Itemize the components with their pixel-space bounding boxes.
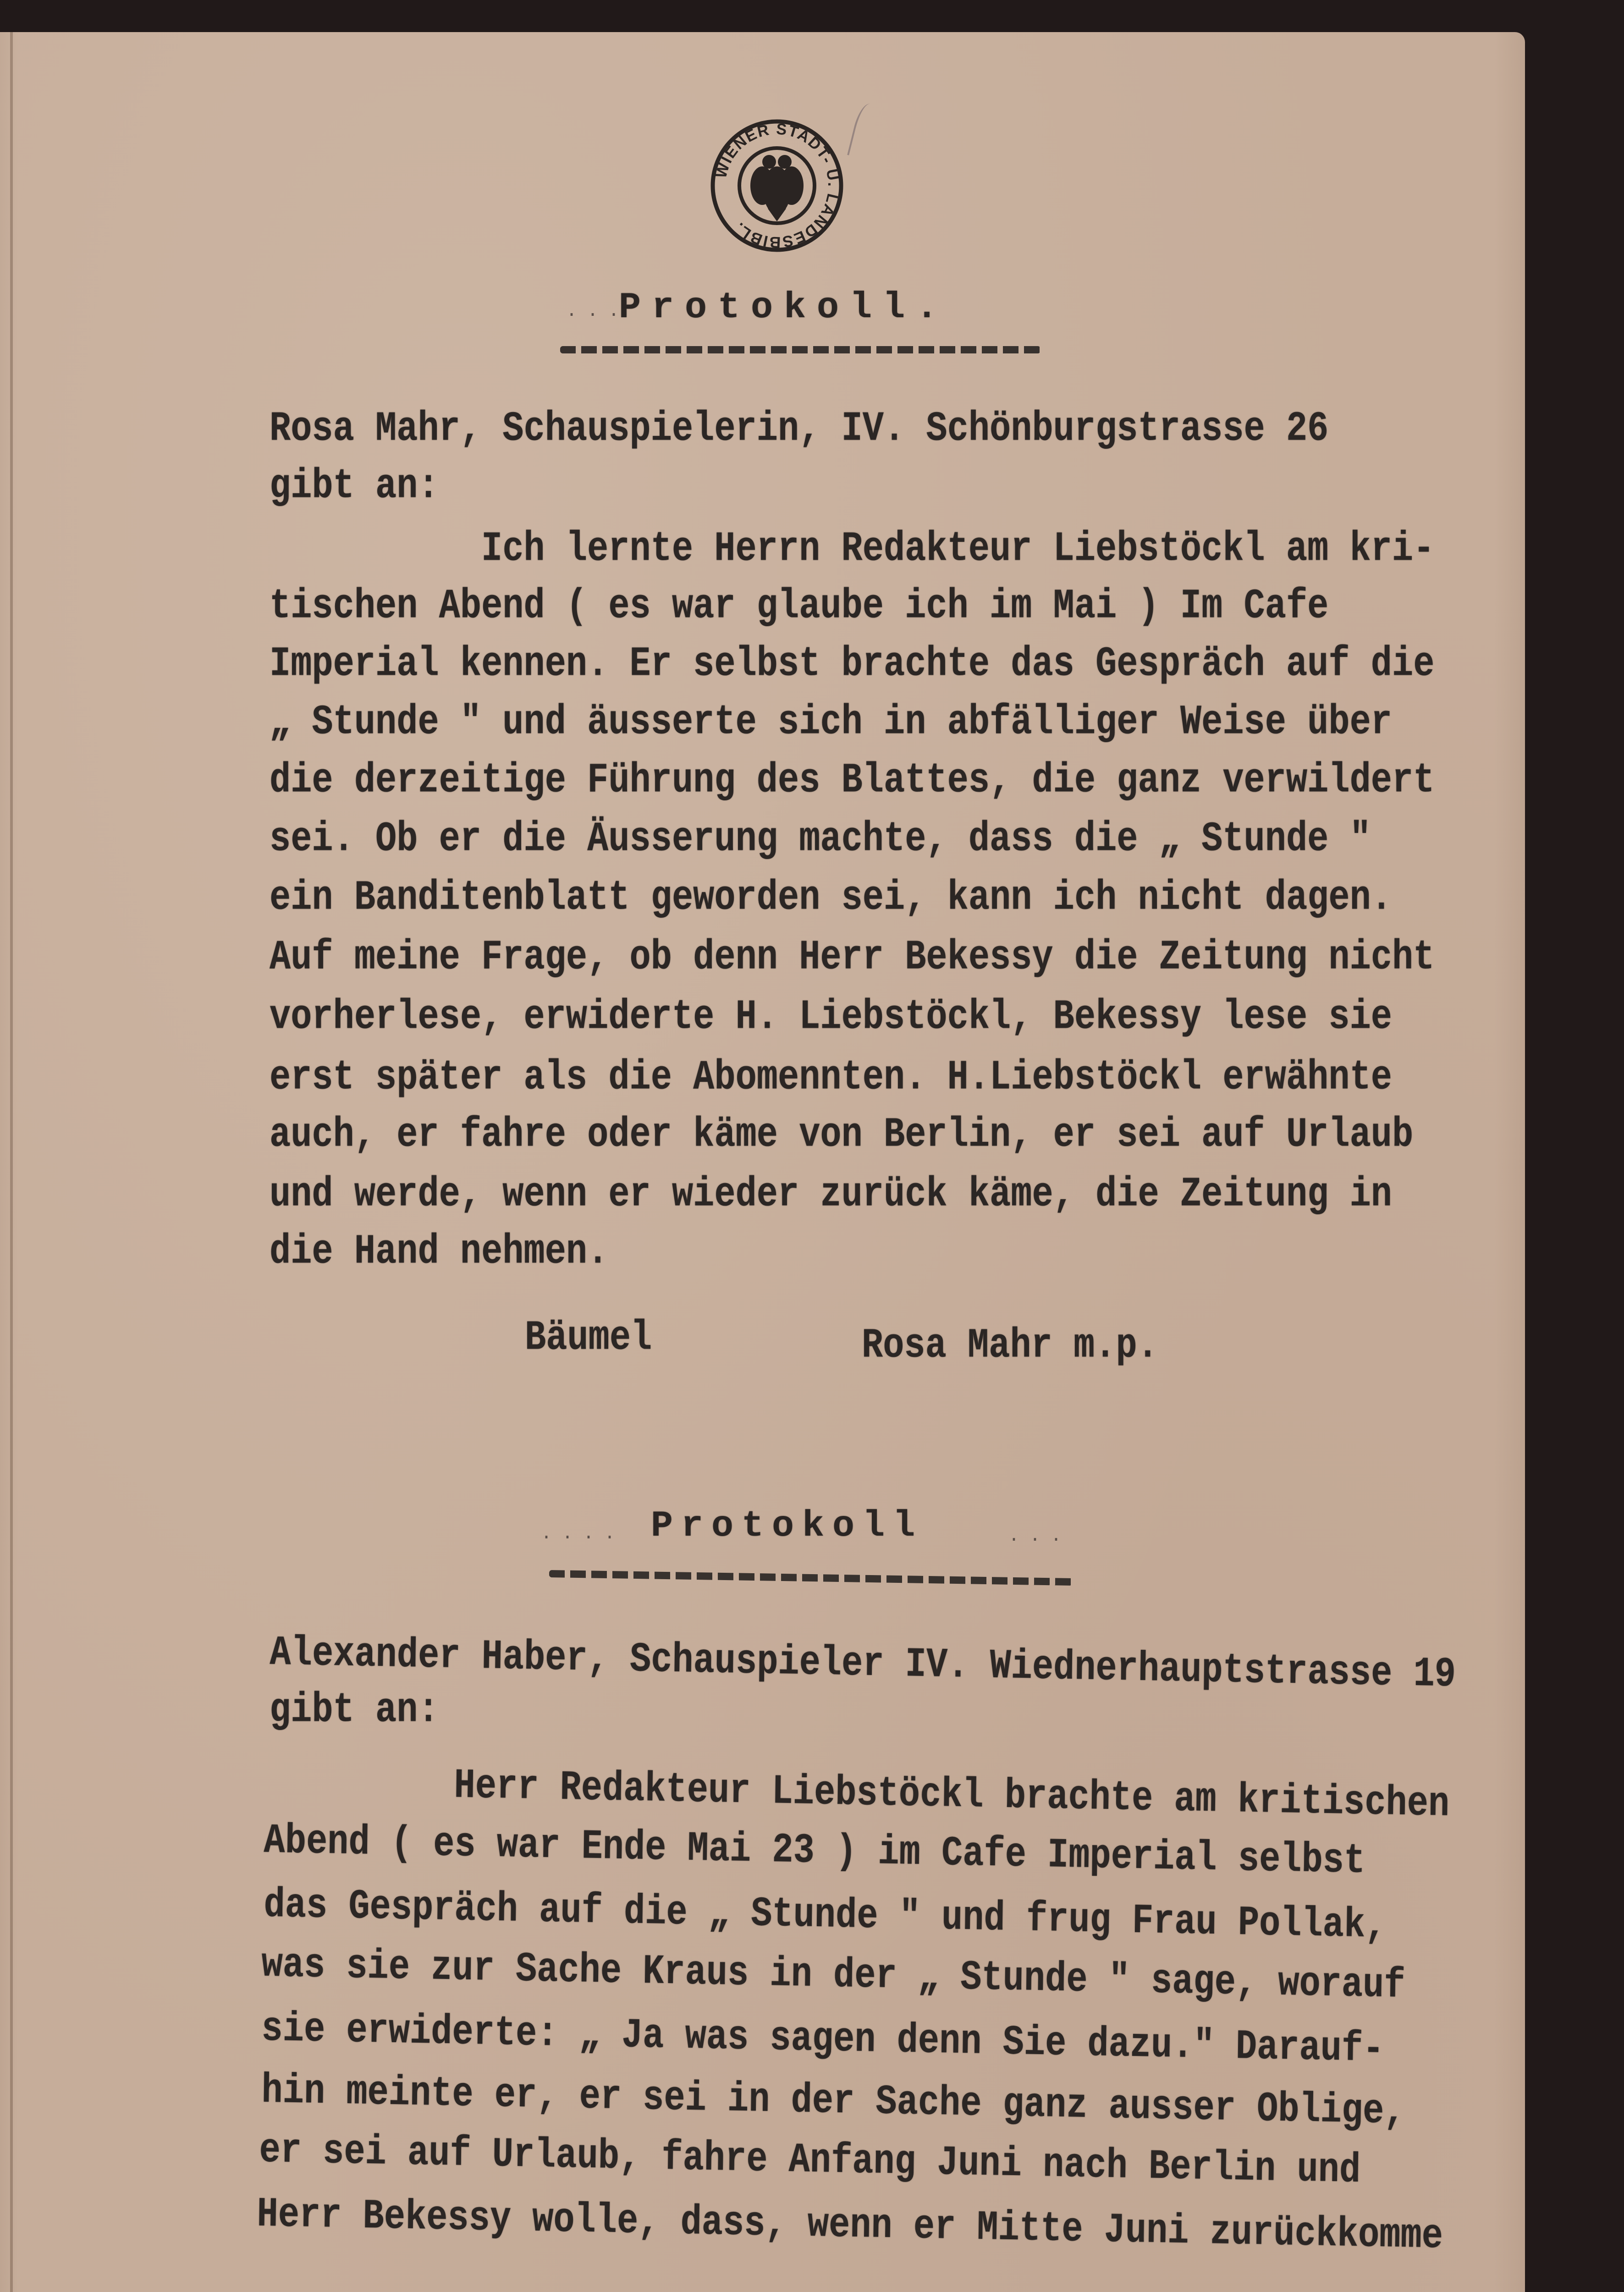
signature-witness: Bäumel <box>525 1315 652 1362</box>
paper-fold-edge <box>10 32 13 2292</box>
protocol-1-body-line: die Hand nehmen. <box>270 1229 609 1276</box>
protocol-2-body-line: Herr Bekessy wolle, dass, wenn er Mitte Juni zurückkomme <box>256 2191 1443 2260</box>
protocol-2-title: Protokoll <box>651 1505 924 1547</box>
protocol-2-header-line-2: gibt an: <box>270 1687 439 1734</box>
protocol-1-header-line-2: gibt an: <box>270 463 439 510</box>
signature-declarant: Rosa Mahr m.p. <box>862 1322 1158 1370</box>
protocol-2-header-line-1: Alexander Haber, Schauspieler IV. Wiednerhauptstrasse 19 <box>269 1630 1456 1699</box>
eagle-seal-icon <box>750 155 804 221</box>
protocol-1-body-line: Imperial kennen. Er selbst brachte das Gespräch auf die <box>270 641 1435 688</box>
protocol-2-body-line: er sei auf Urlaub, fahre Anfang Juni nach Berlin und <box>259 2127 1361 2195</box>
protocol-1-title: Protokoll. <box>619 287 949 329</box>
protocol-1-body-line: sei. Ob er die Äusserung machte, dass die „ Stunde " <box>270 816 1371 863</box>
protocol-1-body-line: ein Banditenblatt geworden sei, kann ich nicht dagen. <box>270 875 1392 922</box>
protocol-1-body-line: und werde, wenn er wieder zurück käme, die Zeitung in <box>270 1171 1392 1218</box>
protocol-2-body-line: Herr Redakteur Liebstöckl brachte am kritischen <box>453 1763 1450 1829</box>
protocol-1-header-line-1: Rosa Mahr, Schauspielerin, IV. Schönburgstrasse 26 <box>270 406 1329 453</box>
title-dots-left: ···· <box>541 1527 626 1548</box>
protocol-1-body-line: auch, er fahre oder käme von Berlin, er sei auf Urlaub <box>270 1112 1414 1159</box>
library-stamp <box>708 117 846 254</box>
stamp-text: WIENER STADT- U. LANDESBIBL. <box>712 120 842 251</box>
protocol-1-underline <box>560 346 1040 353</box>
title-dots-right: ··· <box>1008 1530 1072 1550</box>
protocol-1-body-line: vorherlese, erwiderte H. Liebstöckl, Bekessy lese sie <box>270 994 1392 1041</box>
protocol-2-body-line: Abend ( es war Ende Mai 23 ) im Cafe Imperial selbst <box>263 1818 1365 1885</box>
protocol-2-body-line: hin meinte er, er sei in der Sache ganz ausser Oblige, <box>261 2067 1406 2136</box>
protocol-2-body-line: das Gespräch auf die „ Stunde " und frug Frau Pollak, <box>263 1882 1387 1950</box>
protocol-2-body-line: sie erwiderte: „ Ja was sagen denn Sie dazu." Darauf- <box>261 2006 1384 2074</box>
title-dots-left: ··· <box>566 305 630 325</box>
protocol-1-body-line: tischen Abend ( es war glaube ich im Mai ) Im Cafe <box>270 583 1329 630</box>
protocol-1-body-line: Auf meine Frage, ob denn Herr Bekessy die Zeitung nicht <box>270 934 1435 981</box>
protocol-2-body-line: was sie zur Sache Kraus in der „ Stunde " sage, worauf <box>261 1941 1406 2010</box>
protocol-1-body-line: „ Stunde " und äusserte sich in abfälliger Weise über <box>270 699 1392 746</box>
protocol-1-body-line: erst später als die Abomennten. H.Liebstöckl erwähnte <box>270 1054 1392 1102</box>
protocol-1-body-line: die derzeitige Führung des Blattes, die ganz verwildert <box>270 757 1435 804</box>
protocol-1-body-line: Ich lernte Herrn Redakteur Liebstöckl am kri- <box>481 526 1435 573</box>
